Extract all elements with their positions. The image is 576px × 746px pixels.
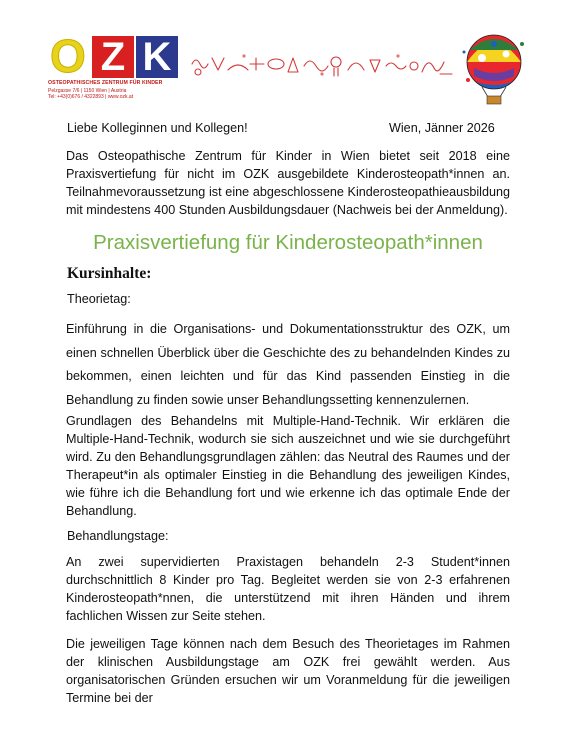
logo-letters — [48, 30, 180, 82]
theorietag-paragraph-2: Grundlagen des Behandelns mit Multiple-Hand-Technik. Wir erklären die Multiple-Hand-Technik, wodurch sie sich auszeichnet und wie sie durchgeführt wird. Zu den Behandlungsgrundlagen zählen: das Neutral des Raumes und der Therapeut*in als optimaler Einstieg in die Behandlung des jeweiligen Kindes, wie führe ich die Behandlung fort und wie erkenne ich das optimale Ende der Behandlung. — [66, 414, 510, 518]
kids-doodle-strip — [188, 44, 458, 84]
logo-contact-line: Tel: +43(0)676 / 4322893 | www.ozk.at — [48, 94, 134, 101]
intro-paragraph: Das Osteopathische Zentrum für Kinder in Wien bietet seit 2018 eine Praxisvertiefung für nicht im OZK ausgebildete Kinderosteopath*innen an. Teilnahmevoraussetzung ist eine abgeschlossene Kinderosteopathieausbildung mit mindestens 400 Stunden Ausbildungsdauer (Nachweis bei der Anmeldung). — [66, 149, 510, 217]
logo-letter-k: K — [136, 36, 178, 78]
section-heading-kursinhalte: Kursinhalte: — [67, 265, 152, 282]
logo-address-line: Pelzgasse 7/6 | 1150 Wien | Austria — [48, 88, 127, 94]
behandlungstage-paragraph-1: An zwei supervidierten Praxistagen behandeln 2-3 Student*innen durchschnittlich 8 Kinder pro Tag. Begleitet werden sie von 2-3 erfahrenen Kinderosteopath*nnen, die unterstützend mit ihren Händen und ihrem fachlichen Wissen zur Seite stehen. — [66, 555, 510, 623]
hot-air-balloon-illustration — [460, 32, 528, 106]
logo-letter-z: Z — [92, 36, 134, 78]
subheading-theorietag: Theorietag: — [67, 292, 131, 306]
date-line: Wien, Jänner 2026 — [389, 121, 495, 135]
logo-letter-o: O — [50, 30, 86, 82]
theorietag-paragraph-1: Einführung in die Organisations- und Dokumentationsstruktur des OZK, um einen schnellen Überblick über die Geschichte des zu behandelnden Kindes zu bekommen, einen leichten und für das Kind passenden Einstieg in die Behandlung zu finden sowie unser Behandlungssetting kennenzulernen. — [66, 322, 510, 407]
behandlungstage-paragraph-2: Die jeweiligen Tage können nach dem Besuch des Theorietages im Rahmen der klinischen Ausbildungstage am OZK frei gewählt werden. Aus organisatorischen Gründen ersuchen wir um Voranmeldung für die jeweiligen Termine bei der — [66, 637, 510, 705]
subheading-behandlungstage: Behandlungstage: — [67, 529, 169, 543]
logo-address — [48, 88, 188, 101]
ozk-logo — [48, 30, 188, 106]
document-title: Praxisvertiefung für Kinderosteopath*innen — [93, 231, 483, 254]
greeting: Liebe Kolleginnen und Kollegen! — [67, 121, 248, 135]
logo-subtitle: OSTEOPATHISCHES ZENTRUM FÜR KINDER — [48, 80, 163, 86]
